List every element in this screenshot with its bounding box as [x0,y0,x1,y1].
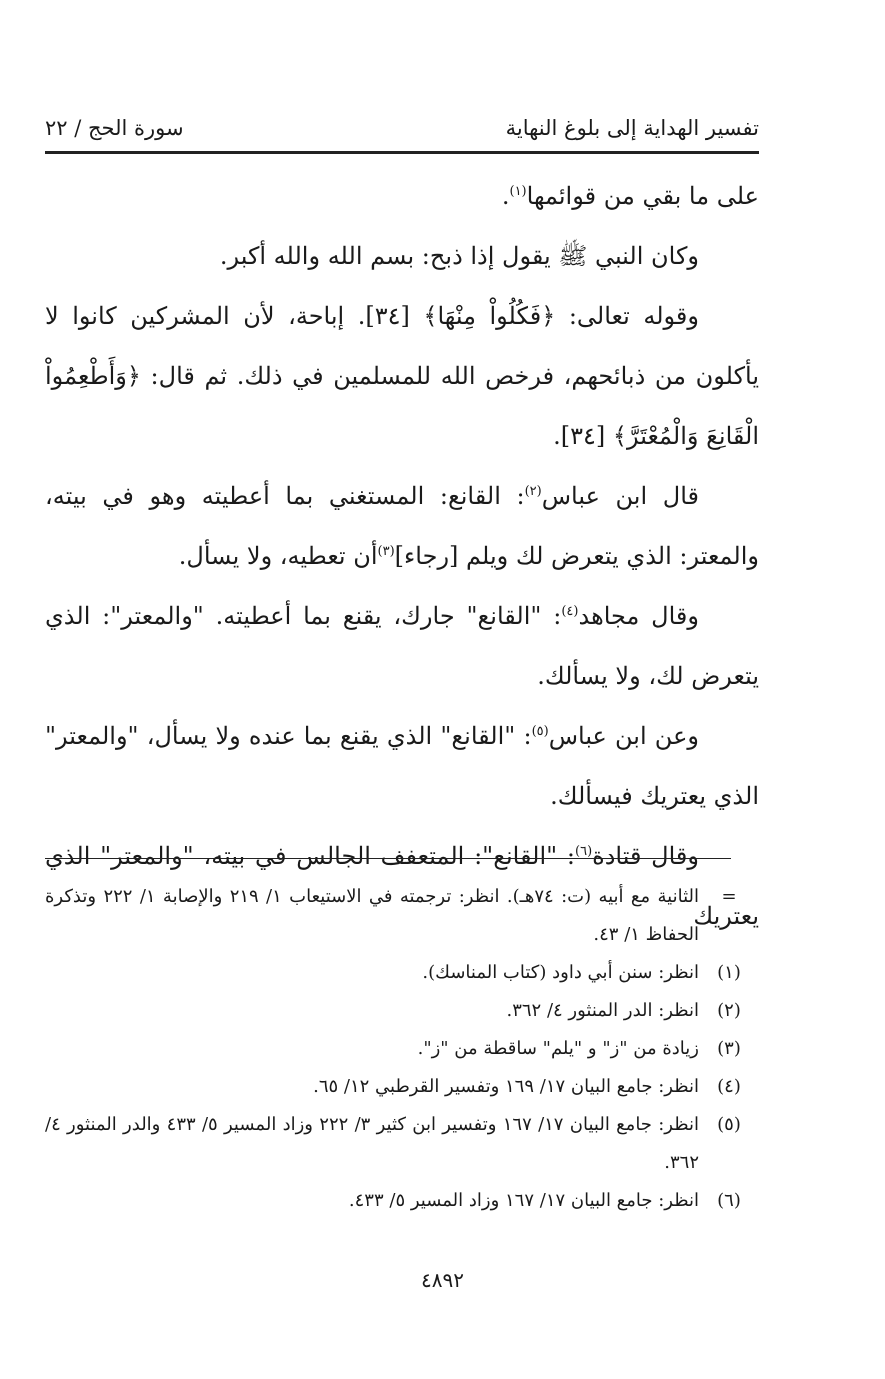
footnote-text: الثانية مع أبيه (ت: ٧٤هـ). انظر: ترجمته في الاستيعاب ١/ ٢١٩ والإصابة ١/ ٢٢٢ وتذكرة الحفاظ ١/ ٤٣. [45,886,699,945]
paragraph-4: قال ابن عباس$^{(٢)}$: القانع: المستغني بما أعطيته وهو في بيته، والمعتر: الذي يتعرض لك ويلم [رجاء]$^{(٣)}$أن تعطيه، ولا يسأل. [45,482,759,570]
footnote-marker-4: (٤) [561,604,579,619]
footnote-divider [45,858,731,859]
main-text [45,166,759,946]
footnote-marker-3: (٣) [377,544,395,559]
sura-label: سورة الحج / ٢٢ [45,116,184,140]
paragraph-6: وعن ابن عباس$^{(٥)}$: "القانع" الذي يقنع بما عنده ولا يسأل، "والمعتر" الذي يعتريك فيسألك. [45,722,759,810]
footnote-number: (١) [717,962,741,983]
footnote-marker-1: (١) [509,184,527,199]
footnote-text: زيادة من "ز" و "يلم" ساقطة من "ز". [417,1038,699,1059]
footnote-6 [45,1182,759,1220]
footnote-number: (٤) [717,1076,741,1097]
paragraph-3: وقوله تعالى: ﴿فَكُلُواْ مِنْهَا﴾ [٣٤]. إباحة، لأن المشركين كانوا لا يأكلون من ذبائحهم، فرخص الله للمسلمين في ذلك. ثم قال: ﴿وَأَطْعِمُواْ الْقَانِعَ وَالْمُعْتَرَّ﴾ [٣٤]. [45,302,759,450]
footnote-marker-5: (٥) [531,724,549,739]
footnote-text: انظر: جامع البيان ١٧/ ١٦٩ وتفسير القرطبي ١٢/ ٦٥. [313,1076,699,1097]
footnote-1 [45,954,759,992]
footnote-marker-6: (٦) [575,844,593,859]
footnote-number: (٣) [717,1038,741,1059]
footnote-number: = [721,886,737,907]
book-title: تفسير الهداية إلى بلوغ النهاية [505,116,759,140]
footnote-text: انظر: جامع البيان ١٧/ ١٦٧ وزاد المسير ٥/ ٤٣٣. [348,1190,699,1211]
footnote-continuation [45,878,759,954]
footnote-5 [45,1106,759,1182]
footnote-number: (٦) [717,1190,741,1211]
footnote-4 [45,1068,759,1106]
footnote-number: (٢) [717,1000,741,1021]
footnote-text: انظر: سنن أبي داود (كتاب المناسك). [422,962,699,983]
paragraph-7: وقال قتادة$^{(٦)}$: "القانع": المتعفف الجالس في بيته، "والمعتر" الذي يعتريك [45,842,759,930]
paragraph-2: وكان النبي ﷺ يقول إذا ذبح: بسم الله والله أكبر. [219,242,699,270]
running-header [45,108,759,154]
footnote-marker-2: (٢) [524,484,542,499]
footnote-number: (٥) [717,1114,741,1135]
footnote-2 [45,992,759,1030]
page-number: ٤٨٩٢ [421,1268,464,1292]
paragraph-1: على ما بقي من قوائمها$^{(١)}$. [501,182,759,210]
footnote-text: انظر: الدر المنثور ٤/ ٣٦٢. [506,1000,699,1021]
header-divider [45,151,759,154]
footnote-3 [45,1030,759,1068]
footnotes [45,878,759,1220]
paragraph-5: وقال مجاهد$^{(٤)}$: "القانع" جارك، يقنع بما أعطيته. "والمعتر": الذي يتعرض لك، ولا يسألك. [45,602,759,690]
footnote-text: انظر: جامع البيان ١٧/ ١٦٧ وتفسير ابن كثير ٣/ ٢٢٢ وزاد المسير ٥/ ٤٣٣ والدر المنثور ٤/ ٣٦٢. [45,1114,699,1173]
